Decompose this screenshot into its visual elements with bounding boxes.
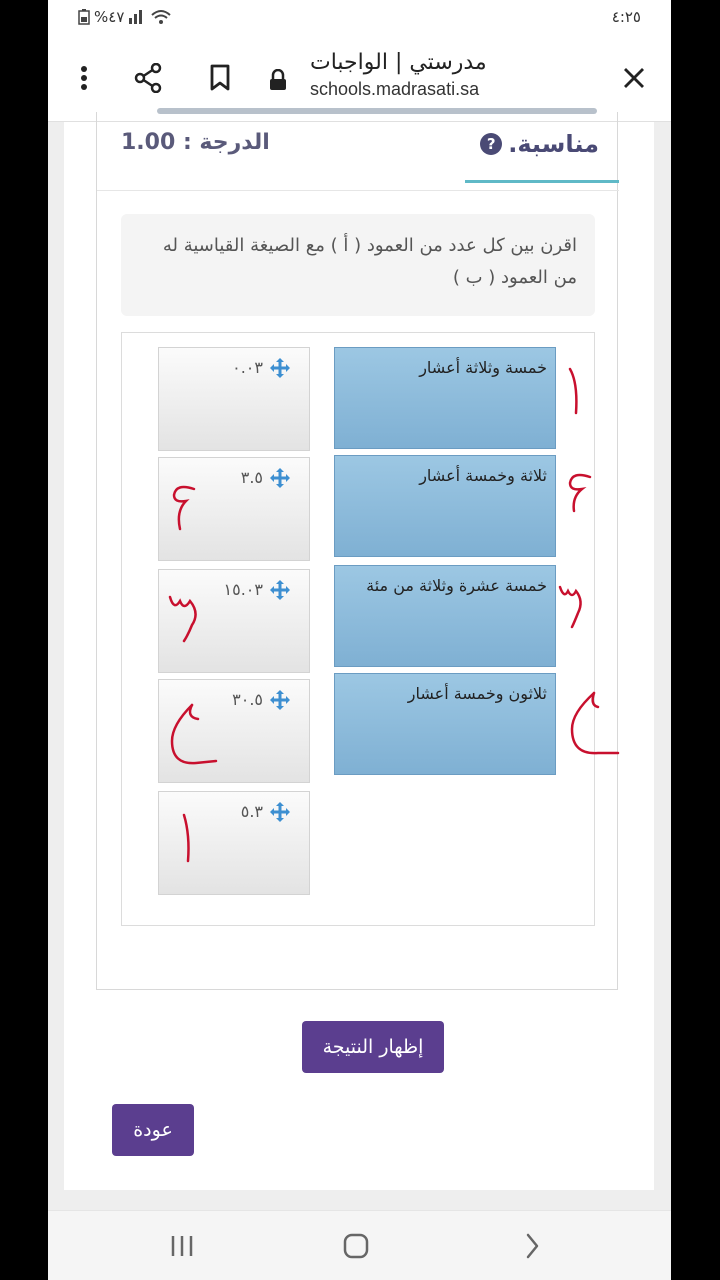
move-icon[interactable]	[269, 690, 291, 710]
status-time: ٤:٢٥	[611, 8, 641, 26]
page-title: مدرستي | الواجبات	[310, 50, 487, 75]
match-choice	[334, 347, 556, 449]
back-button[interactable]: عودة	[112, 1104, 194, 1156]
move-icon[interactable]	[269, 468, 291, 488]
handwritten-mark	[568, 689, 624, 761]
question-box	[96, 112, 618, 990]
match-choice	[334, 455, 556, 557]
answer-label: ١٥.٠٣	[223, 580, 263, 599]
choice-label: خمسة عشرة وثلاثة من مئة	[366, 576, 547, 595]
battery-icon	[78, 9, 90, 25]
wifi-icon	[150, 9, 172, 25]
question-title-text: مناسبة.	[508, 130, 599, 158]
home-icon[interactable]	[336, 1231, 376, 1261]
answer-label: ٣.٥	[240, 468, 263, 487]
cut-off-text	[157, 104, 597, 118]
handwritten-mark	[166, 591, 218, 643]
match-choice	[334, 673, 556, 775]
share-icon[interactable]	[130, 60, 166, 96]
answer-label: ٥.٣	[240, 802, 263, 821]
question-instructions: اقرن بين كل عدد من العمود ( أ ) مع الصيغة القياسية له من العمود ( ب )	[121, 214, 595, 316]
move-icon[interactable]	[269, 358, 291, 378]
grade-label: الدرجة : 1.00	[121, 130, 270, 155]
move-icon[interactable]	[269, 580, 291, 600]
matching-area	[121, 332, 595, 926]
more-vert-icon[interactable]	[66, 60, 102, 96]
show-result-button[interactable]: إظهار النتيجة	[302, 1021, 444, 1073]
handwritten-mark	[166, 483, 206, 535]
page-content	[48, 122, 671, 1210]
page-url: schools.madrasati.sa	[310, 79, 480, 99]
choice-label: خمسة وثلاثة أعشار	[419, 358, 547, 377]
signal-icon	[128, 10, 146, 24]
divider	[97, 190, 619, 191]
handwritten-mark	[562, 363, 592, 423]
phone-screen	[48, 0, 671, 1280]
bookmark-icon[interactable]	[202, 60, 238, 96]
handwritten-mark	[178, 809, 202, 865]
status-bar	[48, 0, 671, 34]
move-icon[interactable]	[269, 802, 291, 822]
tab-underline	[465, 180, 619, 183]
page-title-block[interactable]	[310, 50, 510, 100]
question-card	[64, 122, 654, 1190]
help-icon[interactable]: ?	[480, 133, 502, 155]
back-nav-icon[interactable]	[512, 1231, 552, 1261]
recent-apps-icon[interactable]	[162, 1231, 202, 1261]
draggable-answer[interactable]	[158, 347, 310, 451]
question-title	[480, 130, 599, 158]
handwritten-mark	[554, 581, 594, 631]
choice-label: ثلاثون وخمسة أعشار	[407, 684, 547, 703]
system-nav-bar	[48, 1210, 671, 1280]
choice-label: ثلاثة وخمسة أعشار	[419, 466, 547, 485]
question-header	[97, 126, 619, 176]
answer-label: ٠.٠٣	[232, 358, 263, 377]
status-icons	[78, 8, 172, 26]
close-icon[interactable]	[616, 60, 652, 96]
answer-label: ٣٠.٥	[232, 690, 263, 709]
lock-icon	[260, 62, 296, 98]
match-choice	[334, 565, 556, 667]
handwritten-mark	[168, 701, 224, 773]
handwritten-mark	[560, 471, 600, 517]
battery-level: %٤٧	[94, 8, 125, 26]
